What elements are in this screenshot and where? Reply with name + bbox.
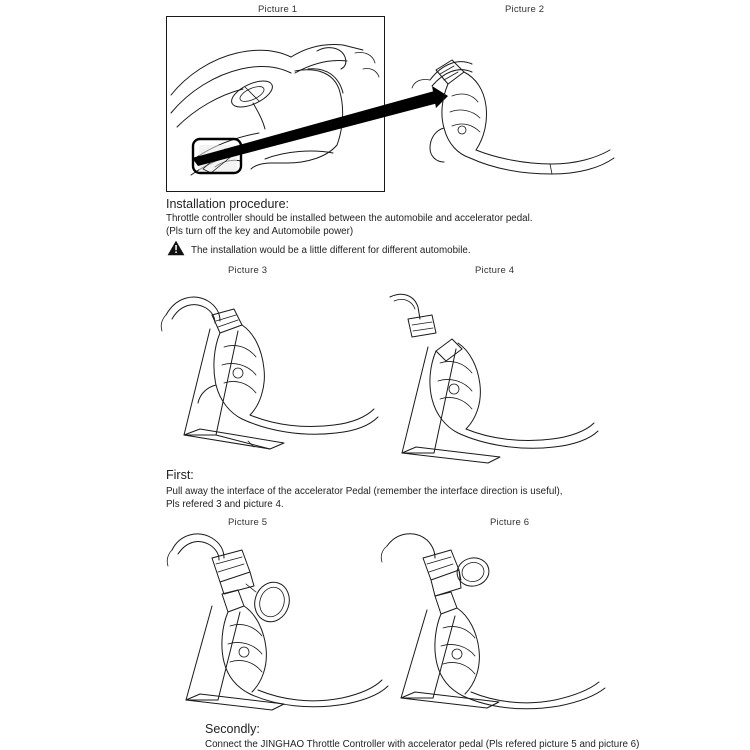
installation-line-2: (Pls turn off the key and Automobile power) [166, 226, 354, 237]
first-line-2: Pls refered 3 and picture 4. [166, 499, 284, 510]
caption-picture-2: Picture 2 [505, 4, 545, 15]
figure-picture-2 [400, 26, 630, 196]
installation-warning-text: The installation would be a little different for different automobile. [191, 245, 471, 256]
heading-secondly: Secondly: [205, 722, 260, 736]
caption-picture-5: Picture 5 [228, 517, 268, 528]
secondly-line-1: Connect the JINGHAO Throttle Controller with accelerator pedal (Pls refered picture 5 and picture 6) [205, 739, 640, 750]
figure-picture-6 [365, 528, 615, 713]
heading-installation-procedure: Installation procedure: [166, 197, 289, 211]
warning-triangle-icon [167, 240, 185, 256]
caption-picture-6: Picture 6 [490, 517, 530, 528]
figure-picture-3 [150, 285, 380, 465]
caption-picture-3: Picture 3 [228, 265, 268, 276]
caption-picture-1: Picture 1 [258, 4, 298, 15]
heading-first: First: [166, 468, 194, 482]
caption-picture-4: Picture 4 [475, 265, 515, 276]
installation-line-1: Throttle controller should be installed between the automobile and accelerator pedal. [166, 213, 533, 224]
figure-picture-4 [380, 285, 610, 465]
figure-picture-5 [150, 528, 390, 713]
first-line-1: Pull away the interface of the accelerator Pedal (remember the interface direction is useful), [166, 486, 563, 497]
